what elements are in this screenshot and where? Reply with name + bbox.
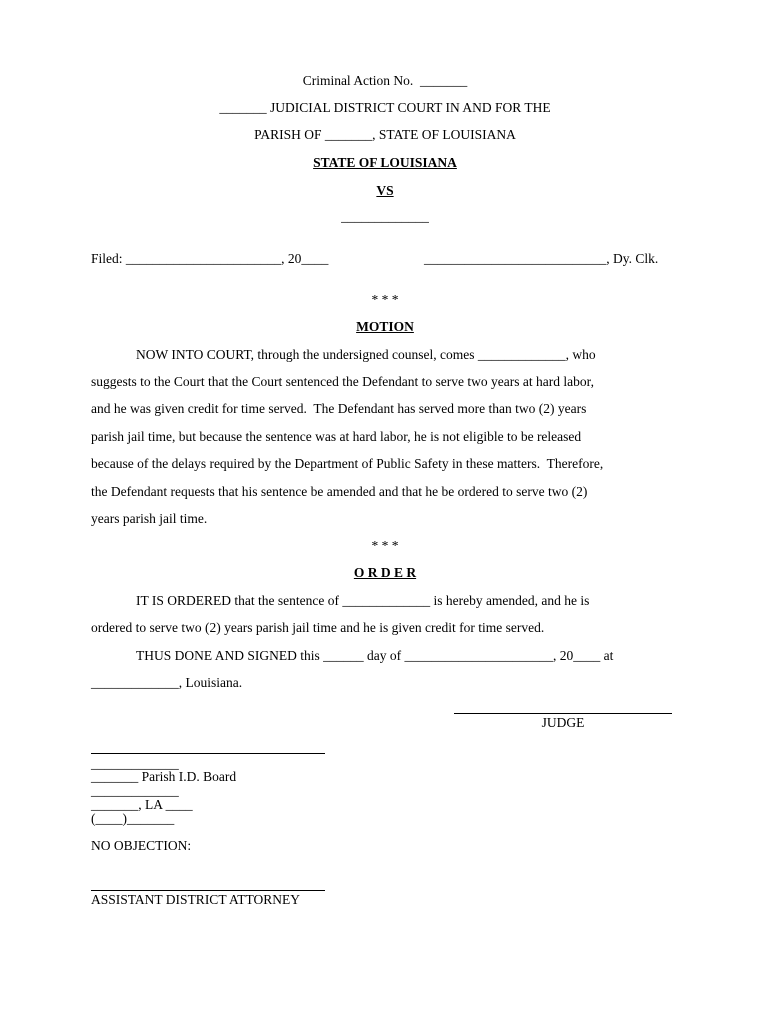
motion-line: because of the delays required by the Department of Public Safety in these matters. Therefore,	[91, 456, 604, 471]
counsel-phone: (____)_______	[91, 811, 175, 826]
defendant-blank: _____________	[341, 209, 429, 224]
separator-stars: * * *	[371, 292, 399, 307]
motion-line: the Defendant requests that his sentence be amended and that he be ordered to serve two (2)	[91, 484, 588, 499]
motion-line: years parish jail time.	[91, 511, 208, 526]
motion-line: parish jail time, but because the sentence was at hard labor, he is not eligible to be released	[91, 429, 582, 444]
order-line: IT IS ORDERED that the sentence of _____________ is hereby amended, and he is	[136, 593, 590, 608]
order-line: _____________, Louisiana.	[91, 675, 243, 690]
order-line: THUS DONE AND SIGNED this ______ day of ______________________, 20____ at	[136, 648, 614, 663]
counsel-signature-line	[91, 753, 325, 754]
counsel-organization: _______ Parish I.D. Board	[91, 769, 237, 784]
judge-label: JUDGE	[541, 715, 585, 730]
motion-line: suggests to the Court that the Court sentenced the Defendant to serve two years at hard labor,	[91, 374, 594, 389]
counsel-city-state: _______, LA ____	[91, 797, 193, 812]
criminal-action-number: Criminal Action No. _______	[302, 73, 468, 88]
plaintiff-name: STATE OF LOUISIANA	[313, 155, 457, 170]
counsel-address-blank: _____________	[91, 783, 179, 798]
ada-signature-line	[91, 890, 325, 891]
deputy-clerk-line: ___________________________, Dy. Clk.	[424, 251, 659, 266]
ada-label: ASSISTANT DISTRICT ATTORNEY	[91, 892, 300, 907]
court-line: _______ JUDICIAL DISTRICT COURT IN AND FOR THE	[219, 100, 551, 115]
no-objection-label: NO OBJECTION:	[91, 838, 192, 853]
parish-line: PARISH OF _______, STATE OF LOUISIANA	[254, 127, 516, 142]
motion-heading: MOTION	[356, 319, 414, 334]
order-heading: O R D E R	[353, 565, 417, 580]
filed-line: Filed: _______________________, 20____	[91, 251, 329, 266]
separator-stars: * * *	[371, 538, 399, 553]
order-line: ordered to serve two (2) years parish jail time and he is given credit for time served.	[91, 620, 545, 635]
counsel-name-blank: _____________	[91, 756, 179, 771]
motion-line: and he was given credit for time served. The Defendant has served more than two (2) years	[91, 401, 587, 416]
versus-label: VS	[376, 183, 394, 198]
motion-line: NOW INTO COURT, through the undersigned counsel, comes _____________, who	[136, 347, 596, 362]
judge-signature-line	[454, 713, 672, 714]
